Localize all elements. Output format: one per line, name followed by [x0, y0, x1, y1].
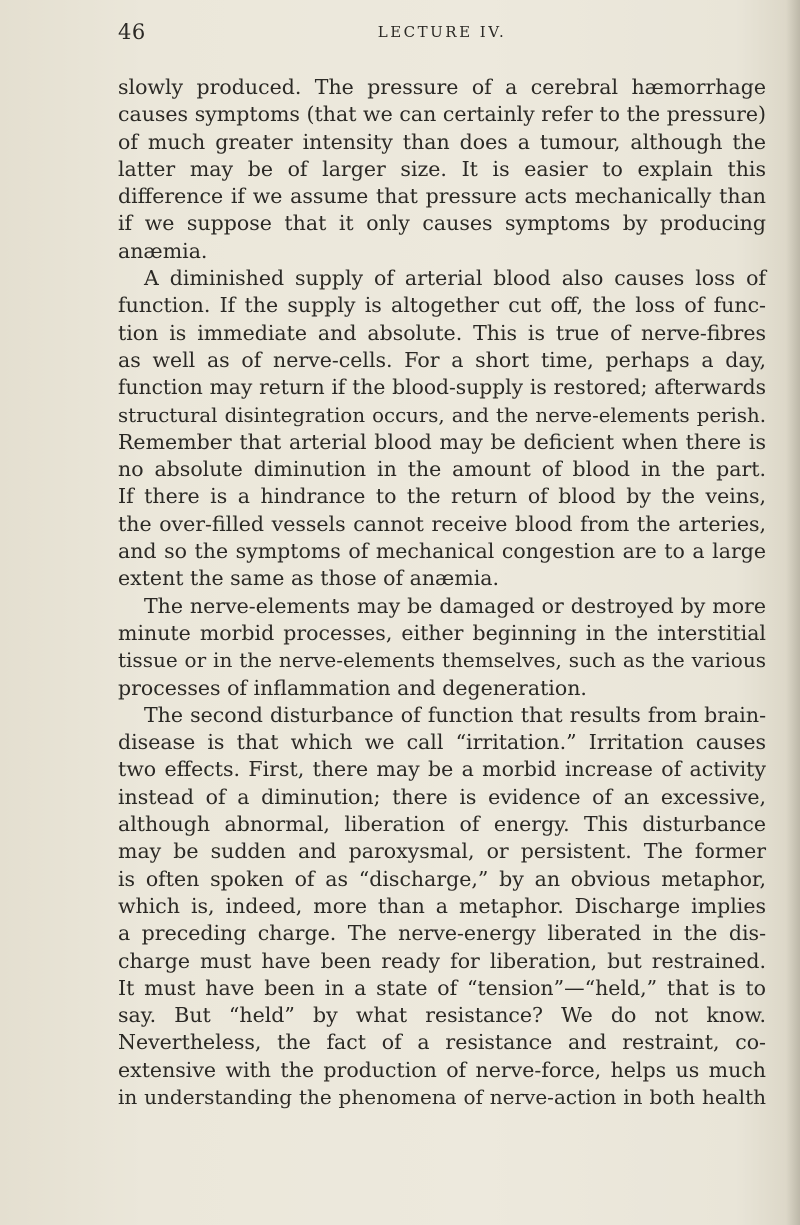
- text-line: difference if we assume that pressure acts mechanically than: [118, 184, 766, 209]
- text-line: extensive with the production of nerve-force, helps us much: [118, 1057, 766, 1082]
- text-line: charge must have been ready for liberation, but restrained.: [118, 948, 766, 973]
- text-line: If there is a hindrance to the return of blood by the veins,: [118, 484, 766, 509]
- page-number: 46: [118, 20, 146, 44]
- text-line: is often spoken of as “discharge,” by an obvious metaphor,: [118, 866, 766, 891]
- text-line: and so the symptoms of mechanical congestion are to a large: [118, 539, 766, 564]
- text-line: of much greater intensity than does a tumour, although the: [118, 129, 766, 154]
- text-line: the over-filled vessels cannot receive blood from the arteries,: [118, 511, 766, 536]
- text-line: anæmia.: [118, 238, 208, 263]
- text-line: two effects. First, there may be a morbid increase of activity: [118, 757, 766, 782]
- text-line: if we suppose that it only causes symptoms by producing: [118, 211, 766, 236]
- text-line: a preceding charge. The nerve-energy liberated in the dis-: [118, 921, 766, 946]
- text-line: which is, indeed, more than a metaphor. Discharge implies: [118, 893, 766, 918]
- text-line: slowly produced. The pressure of a cerebral hæmorrhage: [118, 75, 766, 99]
- body-text: [118, 74, 766, 1111]
- text-line: The nerve-elements may be damaged or destroyed by more: [144, 593, 766, 618]
- running-head: LECTURE IV.: [377, 23, 507, 41]
- text-line: say. But “held” by what resistance? We do not know.: [118, 1003, 766, 1028]
- text-line: structural disintegration occurs, and the nerve-elements perish.: [118, 403, 766, 427]
- text-line: although abnormal, liberation of energy. This disturbance: [118, 812, 766, 837]
- text-line: function may return if the blood-supply is restored; afterwards: [118, 375, 766, 400]
- text-line: Remember that arterial blood may be deficient when there is: [118, 429, 766, 454]
- text-line: in understanding the phenomena of nerve-action in both health: [118, 1084, 766, 1109]
- text-line: may be sudden and paroxysmal, or persistent. The former: [118, 839, 766, 864]
- text-line: tissue or in the nerve-elements themselves, such as the various: [118, 648, 766, 673]
- text-line: no absolute diminution in the amount of blood in the part.: [118, 457, 766, 482]
- text-line: as well as of nerve-cells. For a short time, perhaps a day,: [118, 347, 766, 372]
- text-line: tion is immediate and absolute. This is true of nerve-fibres: [118, 320, 766, 345]
- text-line: The second disturbance of function that results from brain-: [144, 702, 766, 727]
- text-line: processes of inflammation and degeneration.: [118, 675, 587, 700]
- text-line: It must have been in a state of “tension”—“held,” that is to: [118, 975, 766, 1000]
- text-line: extent the same as those of anæmia.: [118, 566, 500, 591]
- text-line: minute morbid processes, either beginning in the interstitial: [118, 620, 766, 645]
- text-line: function. If the supply is altogether cut off, the loss of func-: [118, 293, 766, 318]
- page-spine-shadow: [786, 0, 800, 1225]
- text-line: instead of a diminution; there is evidence of an excessive,: [118, 784, 766, 809]
- text-line: latter may be of larger size. It is easier to explain this: [118, 156, 766, 181]
- text-line: causes symptoms (that we can certainly refer to the pressure): [118, 102, 766, 127]
- text-line: disease is that which we call “irritation.” Irritation causes: [118, 730, 766, 755]
- page-header: [118, 20, 766, 50]
- text-line: A diminished supply of arterial blood also causes loss of: [144, 266, 766, 291]
- text-line: Nevertheless, the fact of a resistance and restraint, co-: [118, 1030, 766, 1055]
